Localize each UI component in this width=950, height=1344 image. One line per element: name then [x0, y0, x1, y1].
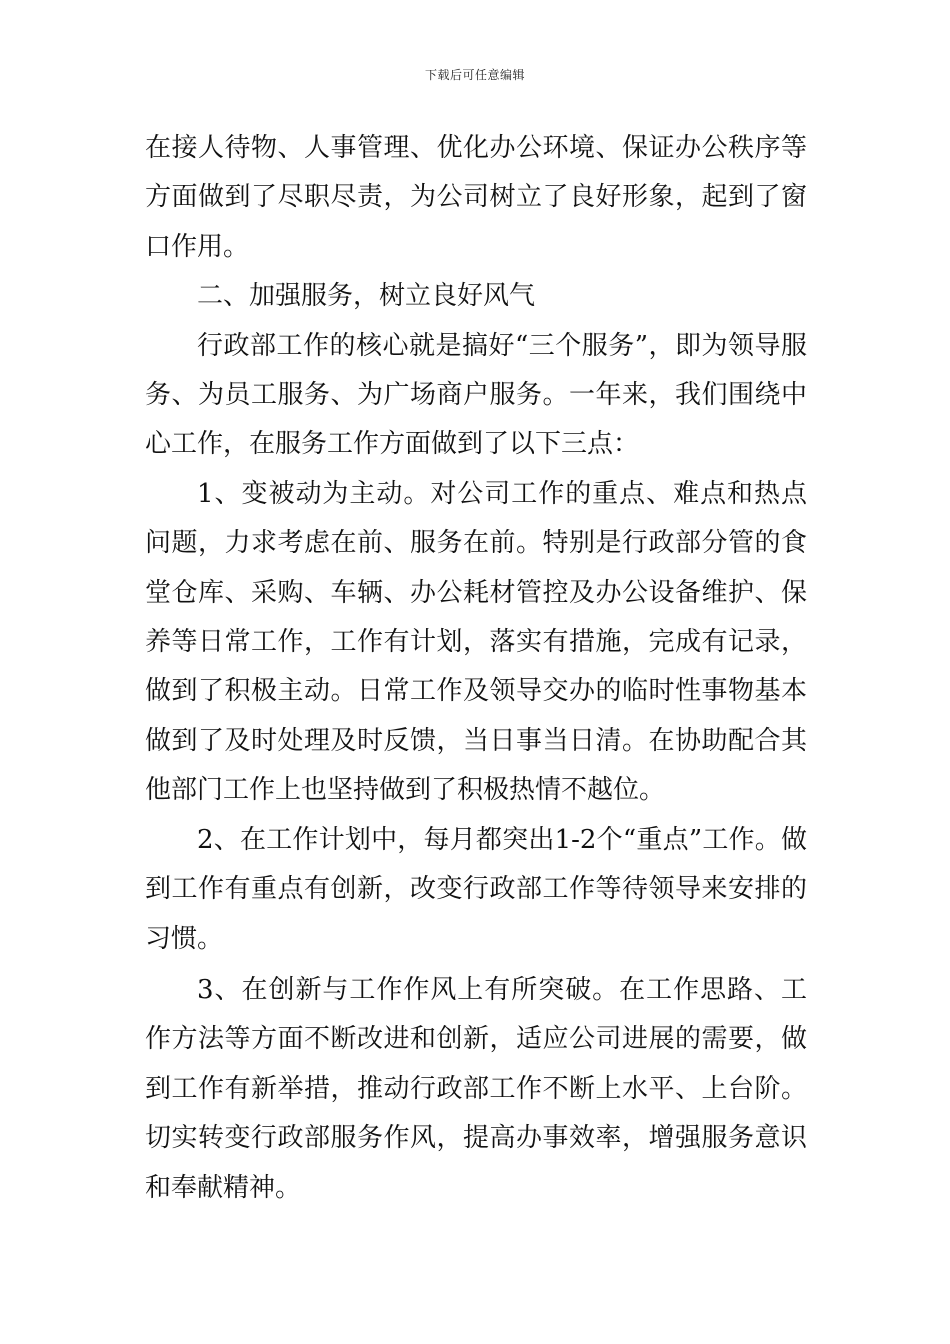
document-body — [145, 124, 807, 1213]
page-header: 下载后可任意编辑 — [424, 68, 525, 82]
paragraph-point-1: 1、变被动为主动。对公司工作的重点、难点和热点问题，力求考虑在前、服务在前。特别是行政部分管的食堂仓库、采购、车辆、办公耗材管控及办公设备维护、保养等日常工作，工作有计划，落实有措施，完成有记录，做到了积极主动。日常工作及领导交办的临时性事物基本做到了及时处理及时反馈，当日事当日清。在协助配合其他部门工作上也坚持做到了积极热情不越位。 — [145, 478, 807, 806]
paragraph-three-services: 行政部工作的核心就是搞好“三个服务”，即为领导服务、为员工服务、为广场商户服务。一年来，我们围绕中心工作，在服务工作方面做到了以下三点： — [145, 330, 807, 460]
section-heading-service: 二、加强服务，树立良好风气 — [197, 281, 536, 312]
paragraph-intro-continued: 在接人待物、人事管理、优化办公环境、保证办公秩序等方面做到了尽职尽责，为公司树立了良好形象，起到了窗口作用。 — [145, 133, 807, 262]
paragraph-point-3: 3、在创新与工作作风上有所突破。在工作思路、工作方法等方面不断改进和创新，适应公司进展的需要，做到工作有新举措，推动行政部工作不断上水平、上台阶。切实转变行政部服务作风，提高办事效率，增强服务意识和奉献精神。 — [145, 974, 807, 1203]
paragraph-point-2: 2、在工作计划中，每月都突出1-2个“重点”工作。做到工作有重点有创新，改变行政部工作等待领导来安排的习惯。 — [145, 824, 807, 954]
